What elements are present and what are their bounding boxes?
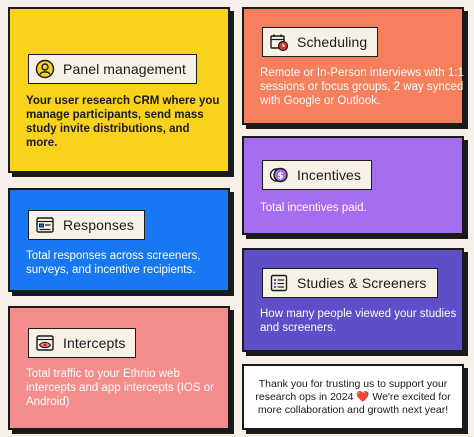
panel-management-description: Your user research CRM where you manage participants, send mass study invite distributions, and more. — [26, 95, 220, 149]
intercepts-chip — [28, 328, 136, 358]
panel-management-chip — [28, 54, 197, 84]
scheduling-card — [242, 7, 464, 125]
svg-text:$: $ — [277, 171, 284, 182]
calendar-clock-icon — [269, 32, 289, 52]
responses-title: Responses — [63, 217, 134, 233]
studies-screeners-card — [242, 248, 464, 352]
incentives-card — [242, 136, 464, 235]
panel-management-card — [8, 7, 230, 173]
panel-management-title: Panel management — [63, 61, 187, 77]
intercepts-title: Intercepts — [63, 335, 126, 351]
heart-icon: ❤️ — [356, 391, 370, 403]
studies-screeners-description: How many people viewed your studies and screeners. — [260, 308, 457, 334]
scheduling-title: Scheduling — [297, 34, 368, 50]
list-icon — [269, 273, 289, 293]
responses-description: Total responses across screeners, surveys, and incentive recipients. — [26, 250, 201, 276]
form-icon — [35, 215, 55, 235]
studies-screeners-chip — [262, 268, 438, 298]
user-circle-icon — [35, 59, 55, 79]
incentives-chip — [262, 160, 372, 190]
scheduling-chip — [262, 27, 378, 57]
coin-icon — [269, 165, 289, 185]
thank-you-message — [252, 378, 454, 417]
responses-chip — [28, 210, 145, 240]
intercepts-description: Total traffic to your Ethnio web intercepts and app intercepts (IOS or Android) — [26, 368, 214, 408]
studies-screeners-title: Studies & Screeners — [297, 275, 427, 291]
incentives-description: Total incentives paid. — [260, 202, 367, 214]
eye-browser-icon — [35, 333, 55, 353]
intercepts-card — [8, 306, 230, 430]
thank-you-text-start: Thank you for trusting us to support your research ops in 2024 — [255, 378, 448, 403]
scheduling-description: Remote or In-Person interviews with 1:1 sessions or focus groups, 2 way synced with Google or Outlook. — [260, 67, 464, 107]
responses-card — [8, 188, 230, 292]
thank-you-text-end: We're excited for more collaboration and growth next year! — [257, 391, 451, 416]
thank-you-card — [242, 364, 464, 430]
incentives-title: Incentives — [297, 167, 362, 183]
